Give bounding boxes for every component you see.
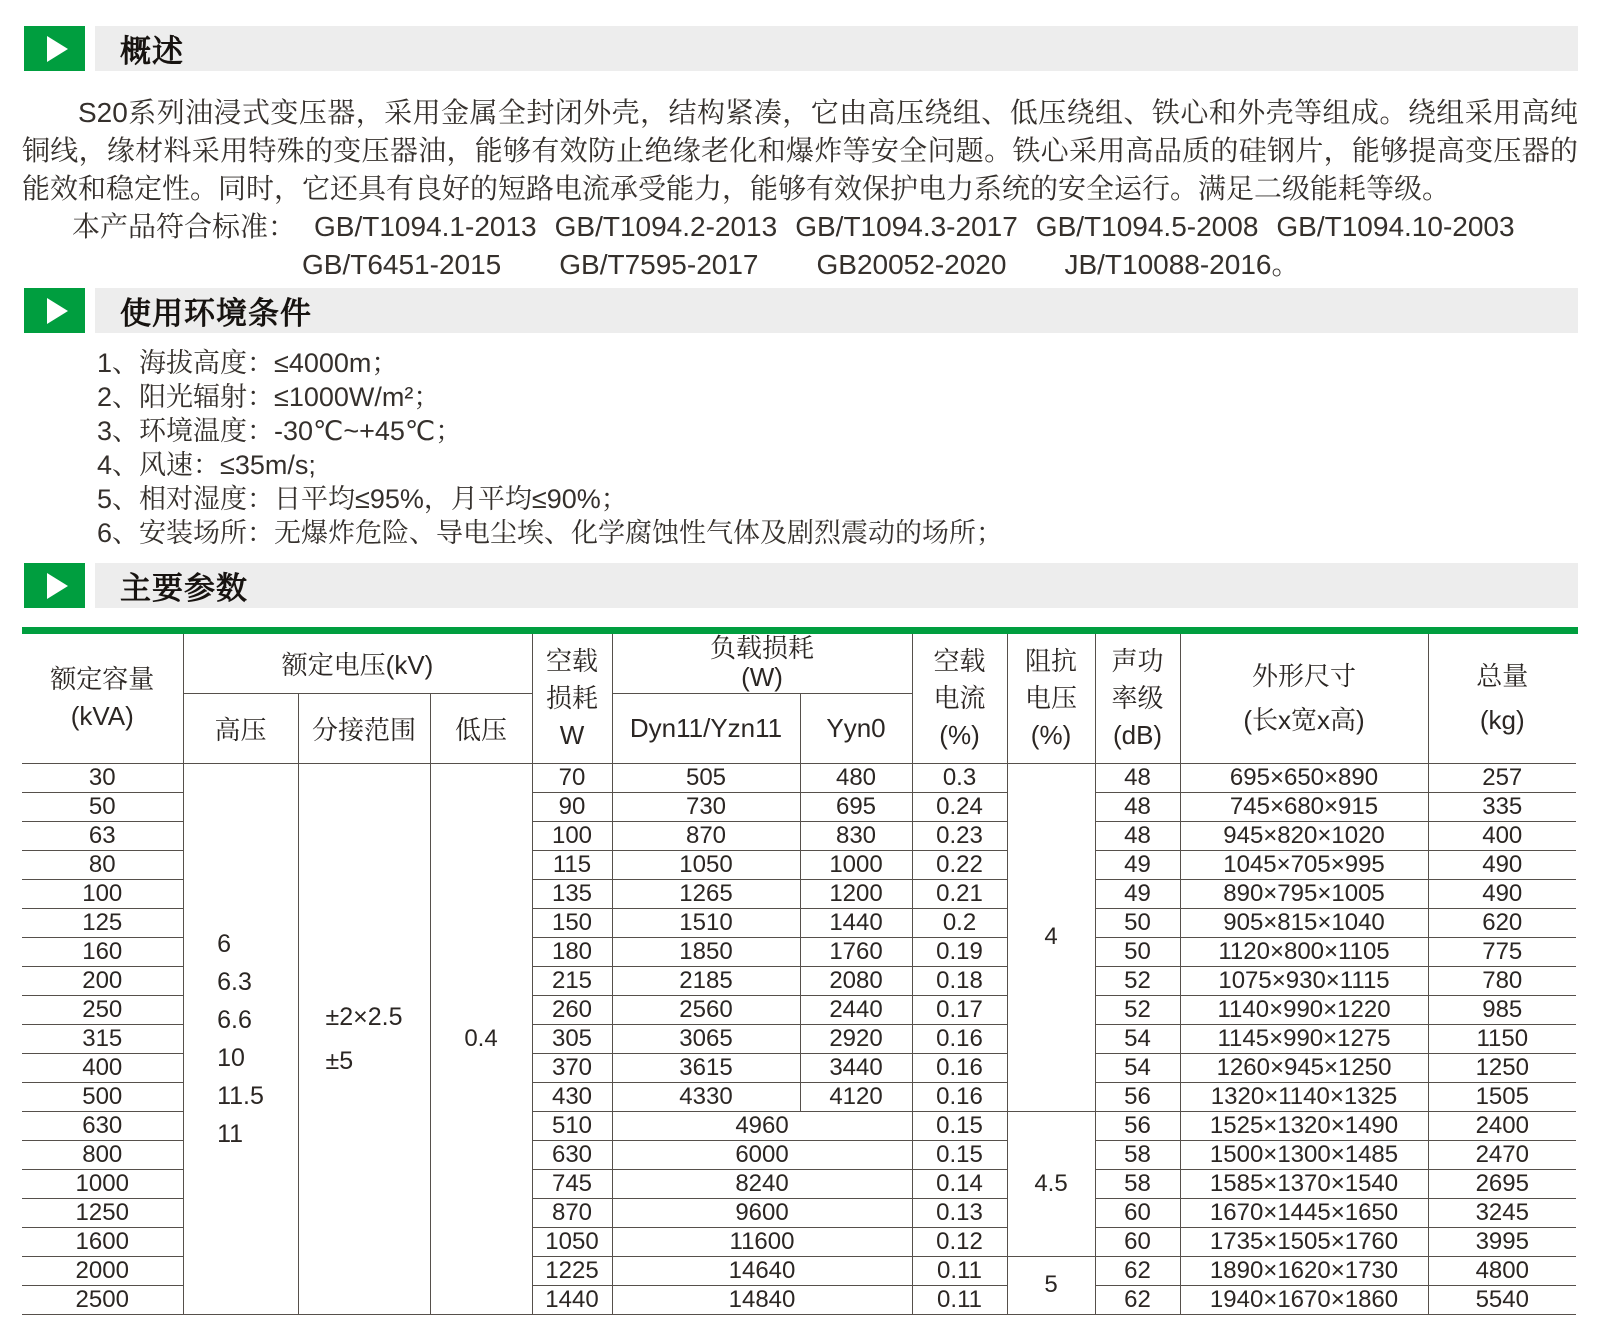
list-item: 5、相对湿度：日平均≤95%，月平均≤90%； bbox=[97, 484, 628, 514]
cell-no-load-current: 0.14 bbox=[912, 1169, 1007, 1198]
parameters-table bbox=[22, 634, 1576, 1315]
cell-weight: 3995 bbox=[1428, 1227, 1576, 1256]
section-title-bar bbox=[95, 288, 1578, 333]
cell-weight: 985 bbox=[1428, 995, 1576, 1024]
cell-dimensions: 1140×990×1220 bbox=[1180, 995, 1428, 1024]
cell-load-loss: 9600 bbox=[612, 1198, 912, 1227]
section-header-overview bbox=[24, 26, 1578, 71]
standard-item: GB/T1094.2-2013 bbox=[554, 211, 778, 242]
cell-capacity: 1000 bbox=[22, 1169, 183, 1198]
cell-no-load-loss: 1440 bbox=[532, 1285, 612, 1314]
header-dyn11: Dyn11/Yzn11 bbox=[612, 693, 800, 763]
cell-dimensions: 1670×1445×1650 bbox=[1180, 1198, 1428, 1227]
standard-item: GB/T1094.3-2017 bbox=[795, 211, 1018, 242]
cell-load-loss-dyn11: 2560 bbox=[612, 995, 800, 1024]
cell-capacity: 200 bbox=[22, 966, 183, 995]
cell-impedance-voltage: 4.5 bbox=[1007, 1111, 1095, 1256]
header-load-loss: 负载损耗 (W) bbox=[612, 634, 912, 693]
cell-weight: 400 bbox=[1428, 821, 1576, 850]
cell-tap-range bbox=[298, 763, 430, 1314]
triangle-icon bbox=[47, 36, 68, 62]
cell-no-load-current: 0.18 bbox=[912, 966, 1007, 995]
cell-load-loss: 6000 bbox=[612, 1140, 912, 1169]
cell-weight: 775 bbox=[1428, 937, 1576, 966]
cell-no-load-current: 0.11 bbox=[912, 1285, 1007, 1314]
header-dimensions: 外形尺寸 (长x宽x高) bbox=[1180, 634, 1428, 763]
cell-weight: 4800 bbox=[1428, 1256, 1576, 1285]
cell-capacity: 80 bbox=[22, 850, 183, 879]
cell-capacity: 400 bbox=[22, 1053, 183, 1082]
cell-no-load-loss: 1225 bbox=[532, 1256, 612, 1285]
value-stack: 6 6.3 6.6 10 11.5 11 bbox=[217, 929, 264, 1148]
header-sound-power: 声功 率级 (dB) bbox=[1095, 634, 1180, 763]
cell-sound-power: 62 bbox=[1095, 1285, 1180, 1314]
cell-load-loss: 4960 bbox=[612, 1111, 912, 1140]
cell-load-loss: 11600 bbox=[612, 1227, 912, 1256]
green-divider bbox=[22, 627, 1578, 634]
cell-load-loss-yyn0: 1000 bbox=[800, 850, 912, 879]
cell-sound-power: 48 bbox=[1095, 821, 1180, 850]
section-title-bar bbox=[95, 26, 1578, 71]
cell-no-load-current: 0.19 bbox=[912, 937, 1007, 966]
cell-dimensions: 1075×930×1115 bbox=[1180, 966, 1428, 995]
cell-load-loss-yyn0: 2920 bbox=[800, 1024, 912, 1053]
cell-load-loss-yyn0: 4120 bbox=[800, 1082, 912, 1111]
cell-load-loss: 14840 bbox=[612, 1285, 912, 1314]
environment-conditions-list bbox=[97, 346, 1003, 550]
standard-item: GB/T6451-2015 bbox=[302, 249, 502, 280]
cell-impedance-voltage: 4 bbox=[1007, 763, 1095, 1111]
header-no-load-loss: 空载 损耗 W bbox=[532, 634, 612, 763]
cell-load-loss-dyn11: 4330 bbox=[612, 1082, 800, 1111]
cell-capacity: 160 bbox=[22, 937, 183, 966]
cell-dimensions: 1260×945×1250 bbox=[1180, 1053, 1428, 1082]
list-item: 1、海拔高度：≤4000m； bbox=[97, 348, 399, 378]
header-impedance-voltage: 阻抗 电压 (%) bbox=[1007, 634, 1095, 763]
cell-dimensions: 1145×990×1275 bbox=[1180, 1024, 1428, 1053]
cell-weight: 1250 bbox=[1428, 1053, 1576, 1082]
cell-capacity: 30 bbox=[22, 763, 183, 792]
standard-item: GB20052-2020 bbox=[816, 249, 1007, 280]
cell-hv bbox=[183, 763, 298, 1314]
cell-no-load-current: 0.11 bbox=[912, 1256, 1007, 1285]
cell-load-loss-dyn11: 730 bbox=[612, 792, 800, 821]
cell-load-loss-yyn0: 1200 bbox=[800, 879, 912, 908]
overview-paragraph: S20系列油浸式变压器，采用金属全封闭外壳，结构紧凑，它由高压绕组、低压绕组、铁心和外壳等组成。绕组采用高纯铜线，缘材料采用特殊的变压器油，能够有效防止绝缘老化和爆炸等安全问题。铁心采用高品质的硅钢片，能够提高变压器的能效和稳定性。同时，它还具有良好的短路电流承受能力，能够有效保护电力系统的安全运行。满足二级能耗等级。 bbox=[22, 97, 1578, 204]
cell-sound-power: 54 bbox=[1095, 1053, 1180, 1082]
header-capacity: 额定容量 (kVA) bbox=[22, 634, 183, 763]
cell-load-loss-yyn0: 480 bbox=[800, 763, 912, 792]
cell-no-load-current: 0.15 bbox=[912, 1111, 1007, 1140]
cell-dimensions: 1120×800×1105 bbox=[1180, 937, 1428, 966]
section-title-bar bbox=[95, 563, 1578, 608]
cell-sound-power: 62 bbox=[1095, 1256, 1180, 1285]
cell-capacity: 63 bbox=[22, 821, 183, 850]
cell-no-load-current: 0.2 bbox=[912, 908, 1007, 937]
play-icon bbox=[24, 563, 85, 608]
standards-line-2 bbox=[302, 246, 1299, 284]
cell-sound-power: 56 bbox=[1095, 1111, 1180, 1140]
cell-lv: 0.4 bbox=[430, 763, 532, 1314]
cell-no-load-current: 0.24 bbox=[912, 792, 1007, 821]
header-yyn0: Yyn0 bbox=[800, 693, 912, 763]
cell-sound-power: 48 bbox=[1095, 763, 1180, 792]
standards-label: 本产品符合标准： bbox=[72, 211, 297, 242]
cell-sound-power: 54 bbox=[1095, 1024, 1180, 1053]
cell-capacity: 1250 bbox=[22, 1198, 183, 1227]
cell-weight: 257 bbox=[1428, 763, 1576, 792]
cell-dimensions: 745×680×915 bbox=[1180, 792, 1428, 821]
play-icon bbox=[24, 26, 85, 71]
cell-no-load-current: 0.15 bbox=[912, 1140, 1007, 1169]
cell-no-load-loss: 135 bbox=[532, 879, 612, 908]
cell-capacity: 1600 bbox=[22, 1227, 183, 1256]
cell-load-loss-dyn11: 3615 bbox=[612, 1053, 800, 1082]
section-header-environment bbox=[24, 288, 1578, 333]
cell-load-loss-dyn11: 1510 bbox=[612, 908, 800, 937]
cell-load-loss-dyn11: 1265 bbox=[612, 879, 800, 908]
cell-no-load-loss: 510 bbox=[532, 1111, 612, 1140]
cell-weight: 1505 bbox=[1428, 1082, 1576, 1111]
cell-no-load-current: 0.16 bbox=[912, 1082, 1007, 1111]
cell-dimensions: 1890×1620×1730 bbox=[1180, 1256, 1428, 1285]
cell-sound-power: 58 bbox=[1095, 1169, 1180, 1198]
cell-load-loss-dyn11: 2185 bbox=[612, 966, 800, 995]
cell-load-loss-yyn0: 3440 bbox=[800, 1053, 912, 1082]
list-item: 3、环境温度：-30℃~+45℃； bbox=[97, 416, 463, 446]
cell-dimensions: 1320×1140×1325 bbox=[1180, 1082, 1428, 1111]
cell-capacity: 100 bbox=[22, 879, 183, 908]
standard-item: GB/T1094.10-2003 bbox=[1276, 211, 1515, 242]
cell-load-loss-yyn0: 2440 bbox=[800, 995, 912, 1024]
cell-dimensions: 1045×705×995 bbox=[1180, 850, 1428, 879]
cell-no-load-loss: 70 bbox=[532, 763, 612, 792]
cell-load-loss-yyn0: 1760 bbox=[800, 937, 912, 966]
standard-item: GB/T1094.1-2013 bbox=[314, 211, 537, 242]
cell-no-load-current: 0.12 bbox=[912, 1227, 1007, 1256]
cell-sound-power: 50 bbox=[1095, 937, 1180, 966]
cell-dimensions: 945×820×1020 bbox=[1180, 821, 1428, 850]
cell-weight: 5540 bbox=[1428, 1285, 1576, 1314]
cell-no-load-loss: 745 bbox=[532, 1169, 612, 1198]
cell-load-loss-yyn0: 2080 bbox=[800, 966, 912, 995]
cell-dimensions: 1940×1670×1860 bbox=[1180, 1285, 1428, 1314]
cell-capacity: 630 bbox=[22, 1111, 183, 1140]
cell-load-loss: 14640 bbox=[612, 1256, 912, 1285]
header-hv: 高压 bbox=[183, 693, 298, 763]
cell-weight: 2400 bbox=[1428, 1111, 1576, 1140]
cell-sound-power: 50 bbox=[1095, 908, 1180, 937]
cell-no-load-loss: 630 bbox=[532, 1140, 612, 1169]
cell-impedance-voltage: 5 bbox=[1007, 1256, 1095, 1314]
triangle-icon bbox=[47, 573, 68, 599]
cell-no-load-loss: 115 bbox=[532, 850, 612, 879]
header-weight: 总量 (kg) bbox=[1428, 634, 1576, 763]
cell-weight: 780 bbox=[1428, 966, 1576, 995]
cell-sound-power: 52 bbox=[1095, 966, 1180, 995]
cell-capacity: 50 bbox=[22, 792, 183, 821]
cell-no-load-current: 0.22 bbox=[912, 850, 1007, 879]
standard-item: JB/T10088-2016。 bbox=[1064, 249, 1300, 280]
cell-sound-power: 58 bbox=[1095, 1140, 1180, 1169]
cell-sound-power: 49 bbox=[1095, 879, 1180, 908]
cell-no-load-current: 0.3 bbox=[912, 763, 1007, 792]
header-rated-voltage: 额定电压(kV) bbox=[183, 634, 532, 693]
cell-sound-power: 56 bbox=[1095, 1082, 1180, 1111]
cell-capacity: 2000 bbox=[22, 1256, 183, 1285]
cell-no-load-loss: 215 bbox=[532, 966, 612, 995]
cell-capacity: 500 bbox=[22, 1082, 183, 1111]
cell-load-loss-yyn0: 1440 bbox=[800, 908, 912, 937]
cell-no-load-current: 0.16 bbox=[912, 1053, 1007, 1082]
cell-no-load-loss: 870 bbox=[532, 1198, 612, 1227]
cell-load-loss-yyn0: 830 bbox=[800, 821, 912, 850]
cell-dimensions: 1735×1505×1760 bbox=[1180, 1227, 1428, 1256]
cell-no-load-loss: 1050 bbox=[532, 1227, 612, 1256]
cell-no-load-loss: 180 bbox=[532, 937, 612, 966]
cell-no-load-current: 0.23 bbox=[912, 821, 1007, 850]
cell-weight: 3245 bbox=[1428, 1198, 1576, 1227]
cell-no-load-current: 0.16 bbox=[912, 1024, 1007, 1053]
cell-dimensions: 1525×1320×1490 bbox=[1180, 1111, 1428, 1140]
play-icon bbox=[24, 288, 85, 333]
cell-weight: 1150 bbox=[1428, 1024, 1576, 1053]
cell-weight: 2470 bbox=[1428, 1140, 1576, 1169]
cell-no-load-loss: 260 bbox=[532, 995, 612, 1024]
cell-weight: 490 bbox=[1428, 850, 1576, 879]
list-item: 6、安装场所：无爆炸危险、导电尘埃、化学腐蚀性气体及剧烈震动的场所； bbox=[97, 518, 1004, 548]
cell-no-load-loss: 150 bbox=[532, 908, 612, 937]
cell-no-load-current: 0.17 bbox=[912, 995, 1007, 1024]
cell-load-loss-dyn11: 870 bbox=[612, 821, 800, 850]
cell-weight: 490 bbox=[1428, 879, 1576, 908]
cell-no-load-loss: 100 bbox=[532, 821, 612, 850]
cell-no-load-current: 0.13 bbox=[912, 1198, 1007, 1227]
list-item: 4、风速：≤35m/s; bbox=[97, 450, 316, 480]
cell-sound-power: 48 bbox=[1095, 792, 1180, 821]
cell-weight: 2695 bbox=[1428, 1169, 1576, 1198]
cell-dimensions: 1500×1300×1485 bbox=[1180, 1140, 1428, 1169]
cell-load-loss: 8240 bbox=[612, 1169, 912, 1198]
list-item: 2、阳光辐射：≤1000W/m²； bbox=[97, 382, 441, 412]
cell-sound-power: 52 bbox=[1095, 995, 1180, 1024]
cell-capacity: 2500 bbox=[22, 1285, 183, 1314]
cell-dimensions: 890×795×1005 bbox=[1180, 879, 1428, 908]
standard-item: GB/T1094.5-2008 bbox=[1035, 211, 1259, 242]
cell-sound-power: 60 bbox=[1095, 1227, 1180, 1256]
cell-sound-power: 49 bbox=[1095, 850, 1180, 879]
cell-weight: 620 bbox=[1428, 908, 1576, 937]
cell-capacity: 800 bbox=[22, 1140, 183, 1169]
section-header-parameters bbox=[24, 563, 1578, 608]
cell-load-loss-yyn0: 695 bbox=[800, 792, 912, 821]
cell-capacity: 125 bbox=[22, 908, 183, 937]
cell-load-loss-dyn11: 1050 bbox=[612, 850, 800, 879]
cell-dimensions: 695×650×890 bbox=[1180, 763, 1428, 792]
cell-dimensions: 1585×1370×1540 bbox=[1180, 1169, 1428, 1198]
section-title: 主要参数 bbox=[120, 571, 248, 606]
cell-no-load-loss: 370 bbox=[532, 1053, 612, 1082]
section-title: 使用环境条件 bbox=[120, 296, 312, 331]
standards-line-1 bbox=[72, 208, 1515, 246]
triangle-icon bbox=[47, 298, 68, 324]
cell-no-load-loss: 90 bbox=[532, 792, 612, 821]
header-no-load-current: 空载 电流 (%) bbox=[912, 634, 1007, 763]
standard-item: GB/T7595-2017 bbox=[559, 249, 759, 280]
cell-capacity: 315 bbox=[22, 1024, 183, 1053]
value-stack: ±2×2.5 ±5 bbox=[325, 1002, 403, 1075]
table-row bbox=[22, 763, 1576, 792]
cell-capacity: 250 bbox=[22, 995, 183, 1024]
cell-load-loss-dyn11: 505 bbox=[612, 763, 800, 792]
cell-no-load-loss: 430 bbox=[532, 1082, 612, 1111]
header-tap-range: 分接范围 bbox=[298, 693, 430, 763]
cell-sound-power: 60 bbox=[1095, 1198, 1180, 1227]
header-lv: 低压 bbox=[430, 693, 532, 763]
cell-no-load-current: 0.21 bbox=[912, 879, 1007, 908]
cell-load-loss-dyn11: 1850 bbox=[612, 937, 800, 966]
cell-weight: 335 bbox=[1428, 792, 1576, 821]
cell-dimensions: 905×815×1040 bbox=[1180, 908, 1428, 937]
cell-load-loss-dyn11: 3065 bbox=[612, 1024, 800, 1053]
cell-no-load-loss: 305 bbox=[532, 1024, 612, 1053]
section-title: 概述 bbox=[120, 34, 184, 69]
